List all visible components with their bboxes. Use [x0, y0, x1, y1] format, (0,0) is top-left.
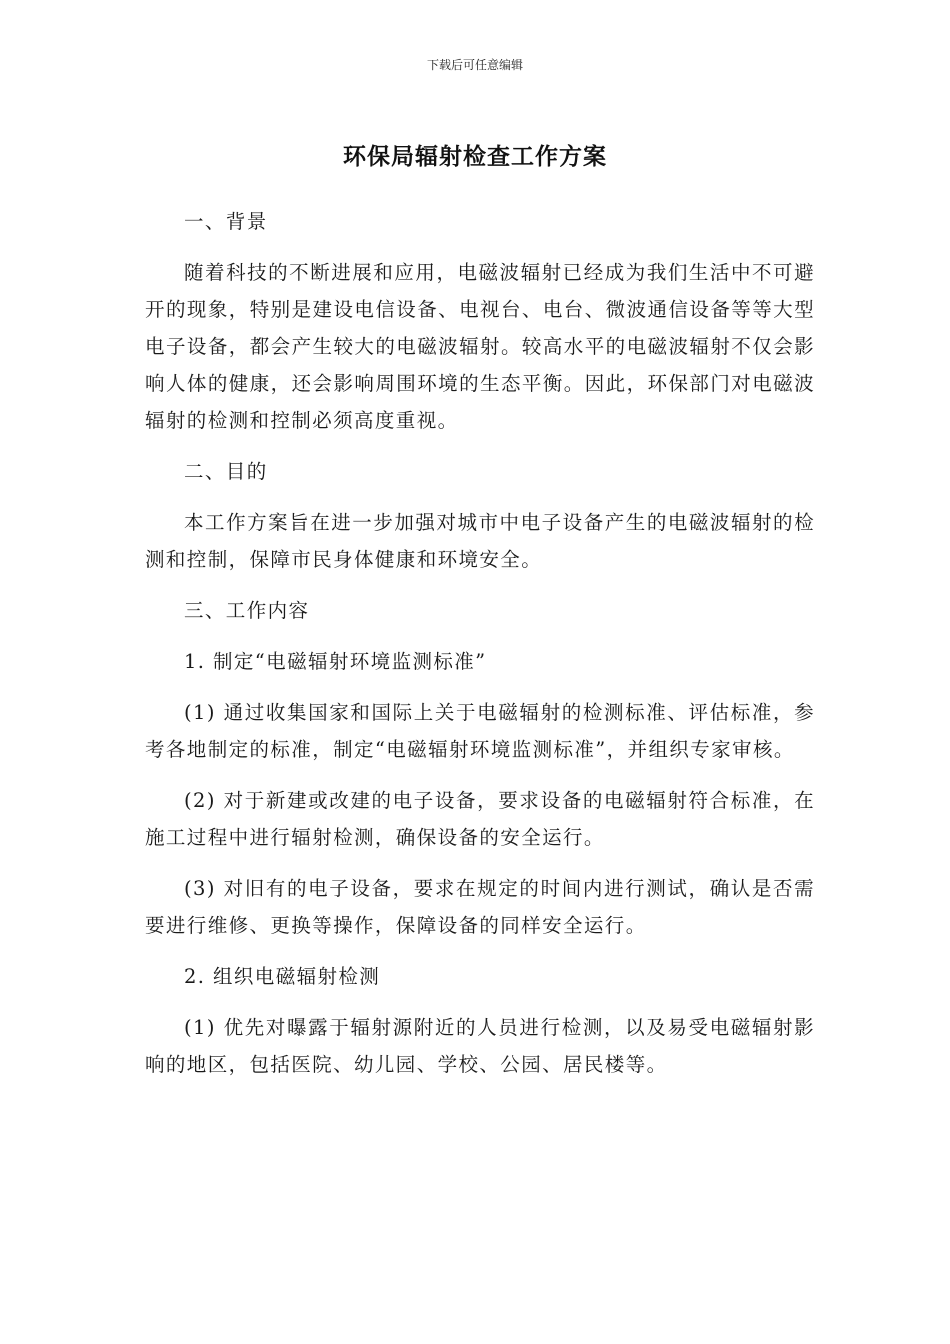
section-heading-work-content: 三、工作内容 — [184, 599, 310, 622]
paragraph-item-2-1: (1) 优先对曝露于辐射源附近的人员进行检测，以及易受电磁辐射影响的地区，包括医院、幼儿园、学校、公园、居民楼等。 — [145, 1016, 815, 1076]
header-note: 下载后可任意编辑 — [426, 58, 523, 72]
document-body — [145, 203, 815, 1097]
paragraph-item-1-1: (1) 通过收集国家和国际上关于电磁辐射的检测标准、评估标准，参考各地制定的标准，制定“电磁辐射环境监测标准”，并组织专家审核。 — [145, 701, 815, 761]
paragraph-item-1-3: (3) 对旧有的电子设备，要求在规定的时间内进行测试，确认是否需要进行维修、更换等操作，保障设备的同样安全运行。 — [145, 877, 815, 937]
paragraph-item-1-2: (2) 对于新建或改建的电子设备，要求设备的电磁辐射符合标准，在施工过程中进行辐射检测，确保设备的安全运行。 — [145, 789, 815, 849]
paragraph-background: 随着科技的不断进展和应用，电磁波辐射已经成为我们生活中不可避开的现象，特别是建设电信设备、电视台、电台、微波通信设备等等大型电子设备，都会产生较大的电磁波辐射。较高水平的电磁波辐射不仅会影响人体的健康，还会影响周围环境的生态平衡。因此，环保部门对电磁波辐射的检测和控制必须高度重视。 — [145, 261, 815, 432]
subheading-detection: 2. 组织电磁辐射检测 — [184, 965, 381, 988]
subheading-standard: 1. 制定“电磁辐射环境监测标准” — [184, 650, 487, 673]
section-heading-background: 一、背景 — [184, 210, 268, 233]
paragraph-purpose: 本工作方案旨在进一步加强对城市中电子设备产生的电磁波辐射的检测和控制，保障市民身体健康和环境安全。 — [145, 511, 815, 571]
section-heading-purpose: 二、目的 — [184, 460, 268, 483]
document-title: 环保局辐射检查工作方案 — [343, 144, 607, 170]
